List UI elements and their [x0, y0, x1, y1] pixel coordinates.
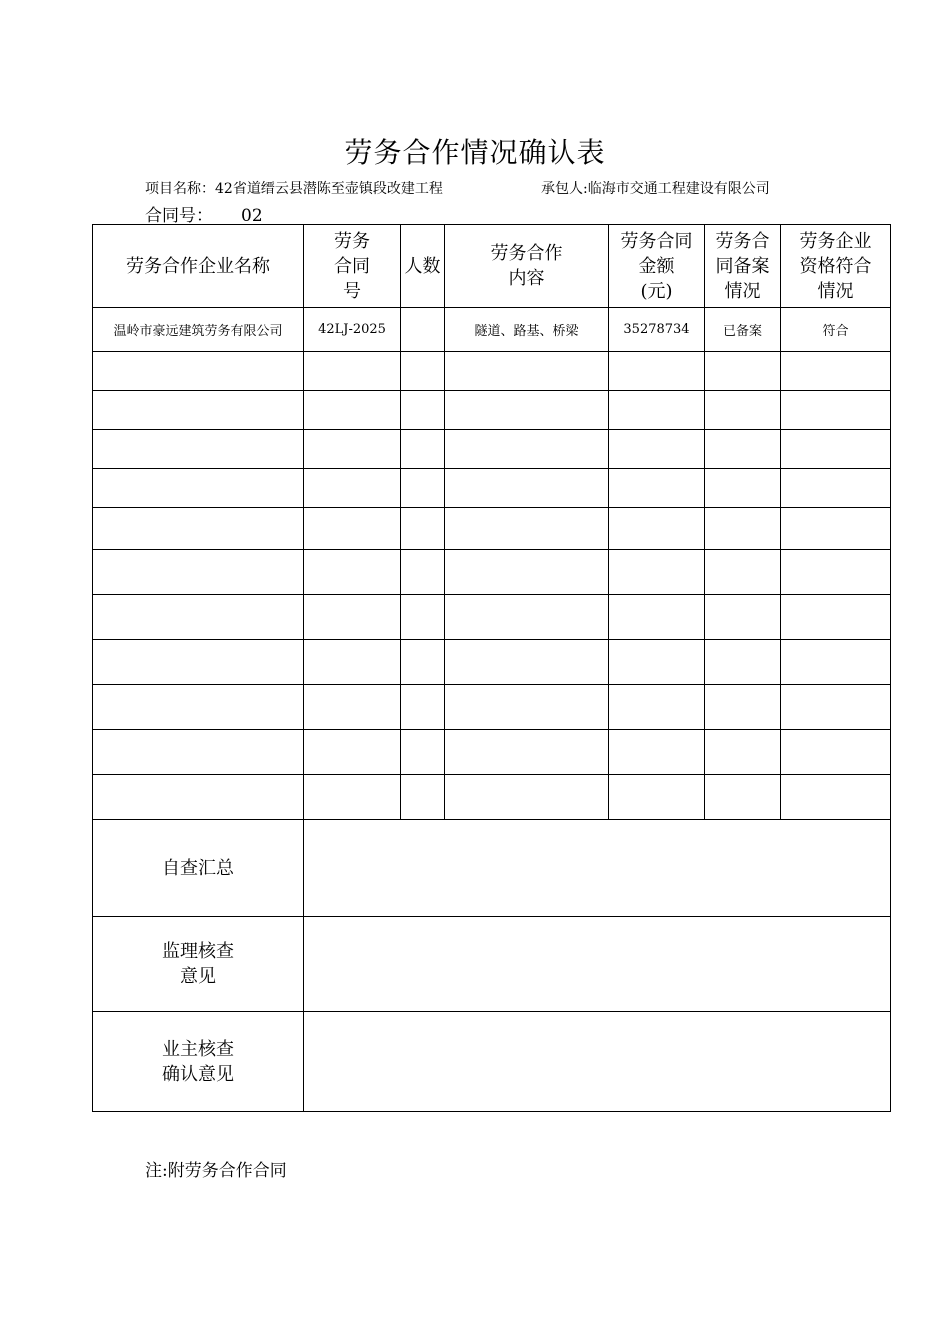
empty-table-row	[93, 595, 891, 640]
header-people: 人数	[401, 225, 445, 308]
cell-content: 隧道、路基、桥梁	[445, 308, 609, 352]
contract-number-value: 02	[241, 206, 263, 226]
owner-row	[93, 1012, 891, 1112]
cell-company: 温岭市豪远建筑劳务有限公司	[93, 308, 304, 352]
owner-field[interactable]	[304, 1012, 891, 1112]
empty-table-row	[93, 685, 891, 730]
cell-people	[401, 308, 445, 352]
supervisor-row	[93, 917, 891, 1012]
project-name: 项目名称：42省道缙云县潜陈至壶镇段改建工程	[145, 181, 443, 197]
empty-table-row	[93, 775, 891, 820]
table-row	[93, 308, 891, 352]
header-qualification: 劳务企业 资格符合 情况	[781, 225, 891, 308]
empty-table-row	[93, 640, 891, 685]
empty-table-row	[93, 730, 891, 775]
cell-qualification: 符合	[781, 308, 891, 352]
contract-number	[145, 201, 263, 226]
labor-cooperation-table	[92, 224, 891, 1112]
supervisor-label: 监理核查 意见	[93, 917, 304, 1012]
cell-amount: 35278734	[609, 308, 705, 352]
page-title: 劳务合作情况确认表	[344, 136, 606, 169]
empty-table-row	[93, 508, 891, 550]
empty-table-row	[93, 430, 891, 469]
empty-table-row	[93, 391, 891, 430]
header-content: 劳务合作 内容	[445, 225, 609, 308]
empty-table-row	[93, 550, 891, 595]
self-check-row	[93, 820, 891, 917]
self-check-field[interactable]	[304, 820, 891, 917]
table-header-row	[93, 225, 891, 308]
owner-label: 业主核查 确认意见	[93, 1012, 304, 1112]
empty-table-row	[93, 352, 891, 391]
self-check-label: 自查汇总	[93, 820, 304, 917]
footnote: 注:附劳务合作合同	[145, 1161, 287, 1181]
cell-contract-no: 42LJ-2025	[304, 308, 401, 352]
header-contract-no: 劳务 合同 号	[304, 225, 401, 308]
contractor-name: 承包人:临海市交通工程建设有限公司	[541, 181, 770, 197]
header-amount: 劳务合同 金额 (元)	[609, 225, 705, 308]
empty-table-row	[93, 469, 891, 508]
contract-number-label: 合同号：	[145, 206, 213, 226]
supervisor-field[interactable]	[304, 917, 891, 1012]
header-filing: 劳务合 同备案 情况	[705, 225, 781, 308]
header-company: 劳务合作企业名称	[93, 225, 304, 308]
cell-filing: 已备案	[705, 308, 781, 352]
